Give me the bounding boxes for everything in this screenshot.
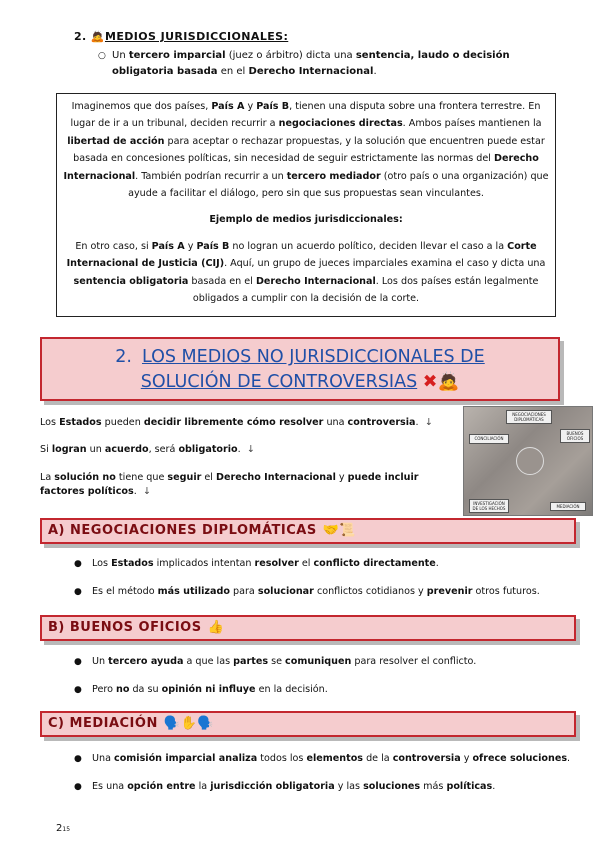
person-bow-icon: 🙇 [90, 30, 105, 43]
image-label-buenos-oficios: BUENOS OFICIOS [560, 429, 590, 443]
title-line-1: LOS MEDIOS NO JURISDICCIONALES DE [141, 347, 485, 367]
arrow-down-icon: ↓ [142, 486, 151, 497]
intro-line-1: Los Estados pueden decidir libremente cómo resolver una controversia. ↓ [40, 417, 433, 428]
diagram-image [463, 406, 593, 516]
example-box [56, 93, 556, 317]
bullet-icon: ● [74, 754, 82, 764]
intro-line-3: La solución no tiene que seguir el Derecho Internacional y puede incluir factores políticos. ↓ [40, 472, 419, 497]
bullet-icon: ● [74, 559, 82, 569]
person-bow-icon: 🙇 [437, 372, 460, 392]
box-paragraph-1: Imaginemos que dos países, País A y País B, tienen una disputa sobre una frontera terrestre. En lugar de ir a un tribunal, deciden recurrir a negociaciones directas. Ambos países mantienen la libertad de acción para aceptar o rechazar propuestas, y la solución que encuentren puede estar basada en concesiones políticas, sin necesidad de seguir estrictamente las normas del Derecho Internacional. También podrían recurrir a un tercero mediador (otro país o una organización) que ayude a facilitar el diálogo, pero sin que sus propuestas sean vinculantes. [63, 101, 549, 200]
intro-line-2: Si logran un acuerdo, será obligatorio. ↓ [40, 444, 255, 455]
handshake-scroll-icon: 🤝📜 [322, 523, 357, 538]
speaking-head-hand-icon: 🗣️✋🗣️ [163, 716, 214, 731]
image-label-negociaciones: NEGOCIACIONES DIPLOMÁTICAS [506, 410, 552, 424]
example-title: Ejemplo de medios jurisdiccionales: [209, 214, 403, 226]
bullet-icon: ● [74, 782, 82, 792]
arrow-down-icon: ↓ [246, 444, 255, 455]
section-title: MEDIOS JURISDICCIONALES: [104, 30, 289, 43]
main-title-banner [40, 337, 560, 401]
title-number: 2. [115, 347, 132, 367]
subsection-c-title: C) MEDIACIÓN [48, 716, 158, 731]
subsection-b-header [40, 615, 576, 641]
box-paragraph-2: En otro caso, si País A y País B no logran un acuerdo político, deciden llevar el caso a la Corte Internacional de Justicia (CIJ). Aquí, un grupo de jueces imparciales examina el caso y dicta una sentencia obligatoria basada en el Derecho Internacional. Los dos países están legalmente obligados a cumplir con la decisión de la corte. [66, 240, 546, 305]
subsection-a-title: A) NEGOCIACIONES DIPLOMÁTICAS [48, 523, 317, 538]
subsection-b-title: B) BUENOS OFICIOS [48, 620, 202, 635]
list-item: ● Una comisión imparcial analiza todos los elementos de la controversia y ofrece soluciones. [74, 753, 571, 764]
globe-icon [516, 447, 544, 475]
list-item: ● Es el método más utilizado para solucionar conflictos cotidianos y prevenir otros futuros. [74, 586, 540, 597]
image-label-conciliacion: CONCILIACIÓN [469, 434, 509, 444]
subsection-c-header [40, 711, 576, 737]
page-number: 215 [56, 823, 71, 834]
image-label-investigacion: INVESTIGACIÓN DE LOS HECHOS [469, 499, 509, 513]
list-item: ● Es una opción entre la jurisdicción obligatoria y las soluciones más políticas. [74, 781, 496, 792]
list-item: ● Un tercero ayuda a que las partes se comuniquen para resolver el conflicto. [74, 656, 477, 667]
list-item: ● Pero no da su opinión ni influye en la decisión. [74, 684, 328, 695]
arrow-down-icon: ↓ [424, 417, 433, 428]
list-item: ● Los Estados implicados intentan resolver el conflicto directamente. [74, 558, 439, 569]
cross-mark-icon: ✖ [422, 372, 438, 392]
title-line-2: SOLUCIÓN DE CONTROVERSIAS [140, 372, 418, 392]
bullet-circle-icon: ○ [98, 51, 106, 61]
bullet-icon: ● [74, 685, 82, 695]
subsection-a-header [40, 518, 576, 544]
bullet-icon: ● [74, 587, 82, 597]
section-bullet: ○ Un tercero imparcial (juez o árbitro) dicta una sentencia, laudo o decisión obligatoria basada en el Derecho Internacional. [98, 50, 510, 77]
bullet-icon: ● [74, 657, 82, 667]
section-heading [74, 30, 288, 43]
thumbs-up-icon: 👍 [207, 620, 225, 635]
section-number: 2. [74, 30, 87, 43]
image-label-mediacion: MEDIACIÓN [550, 502, 586, 511]
